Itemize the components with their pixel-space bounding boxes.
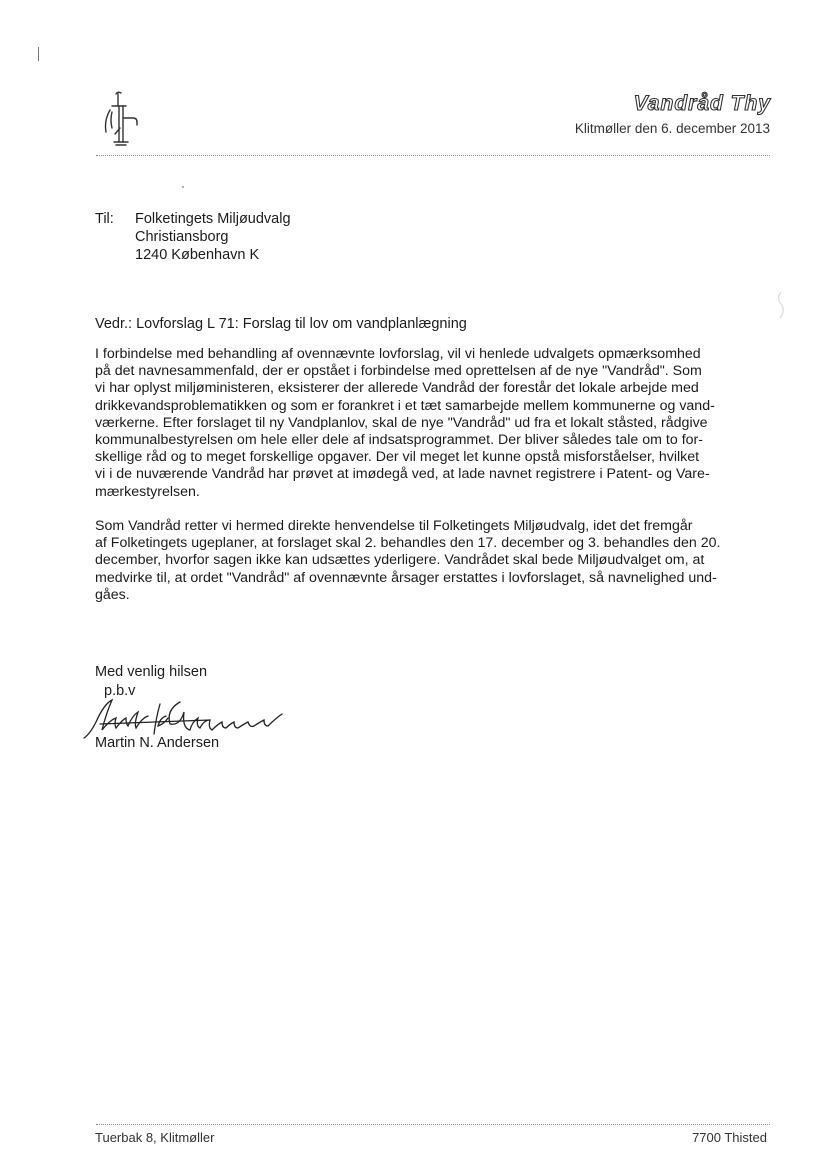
signer-name: Martin N. Andersen [95, 735, 220, 751]
body-line: Som Vandråd retter vi hermed direkte henvendelse til Folketingets Miljøudvalg, idet det fremgår [95, 518, 693, 534]
body-line: vi i de nuværende Vandråd har prøvet at imødegå ved, at lade navnet registrere i Patent- og Vare- [95, 466, 710, 483]
body-line: mærkestyrelsen. [95, 483, 200, 500]
footer-divider [96, 1124, 770, 1125]
body-line: af Folketingets ugeplaner, at forslaget skal 2. behandles den 17. december og 3. behandles den 20. [95, 535, 721, 552]
recipient-label: Til: [95, 211, 114, 227]
body-line: gåes. [95, 586, 130, 603]
body-line: vi har oplyst miljøministeren, eksisterer der allerede Vandråd der forestår det lokale arbejde med [95, 380, 699, 397]
water-pump-icon [98, 88, 142, 150]
scan-speck [182, 186, 184, 188]
on-behalf-of: p.b.v [104, 683, 136, 699]
body-line: drikkevandsproblematikken og som er forankret i et tæt samarbejde mellem kommunerne og vand- [95, 397, 715, 414]
margin-smudge [774, 290, 788, 320]
body-line: I forbindelse med behandling af ovennævnte lovforslag, vil vi henlede udvalgets opmærksomhed [95, 346, 701, 362]
recipient-line: 1240 København K [135, 247, 260, 263]
body-line: skellige råd og to meget forskellige opgaver. Der vil meget let kunne opstå misforståelser, hvilket [95, 449, 700, 466]
closing-greeting: Med venlig hilsen [95, 664, 208, 680]
body-line: medvirke til, at ordet "Vandråd" af ovennævnte årsager erstattes i lovforslaget, så navnelighed und- [95, 569, 717, 586]
body-line: kommunalbestyrelsen om hele eller dele af indsatsprogrammet. Der bliver således tale om to for- [95, 432, 703, 449]
footer-address: Tuerbak 8, Klitmøller [95, 1130, 215, 1145]
recipient-line: Christiansborg [135, 229, 229, 245]
place-date: Klitmøller den 6. december 2013 [574, 121, 770, 136]
body-paragraph-2 [95, 518, 720, 604]
body-paragraph-1 [95, 346, 715, 501]
header-divider [96, 155, 770, 156]
body-line: værkerne. Efter forslaget til ny Vandplanlov, skal de nye "Vandråd" ud fra et lokalt ståsted, rådgive [95, 414, 708, 431]
subject-line: Vedr.: Lovforslag L 71: Forslag til lov om vandplanlægning [95, 316, 467, 332]
brand-name: Vandråd Thy [633, 92, 771, 115]
footer-postcode: 7700 Thisted [692, 1130, 767, 1145]
recipient-line: Folketingets Miljøudvalg [135, 211, 291, 227]
scan-artifact [38, 47, 39, 61]
body-line: december, hvorfor sagen ikke kan udsættes yderligere. Vandrådet skal bede Miljøudvalget om, at [95, 552, 705, 569]
body-line: på det navnesammenfald, der er opstået i forbindelse med oprettelsen af de nye "Vandråd". Som [95, 363, 702, 380]
